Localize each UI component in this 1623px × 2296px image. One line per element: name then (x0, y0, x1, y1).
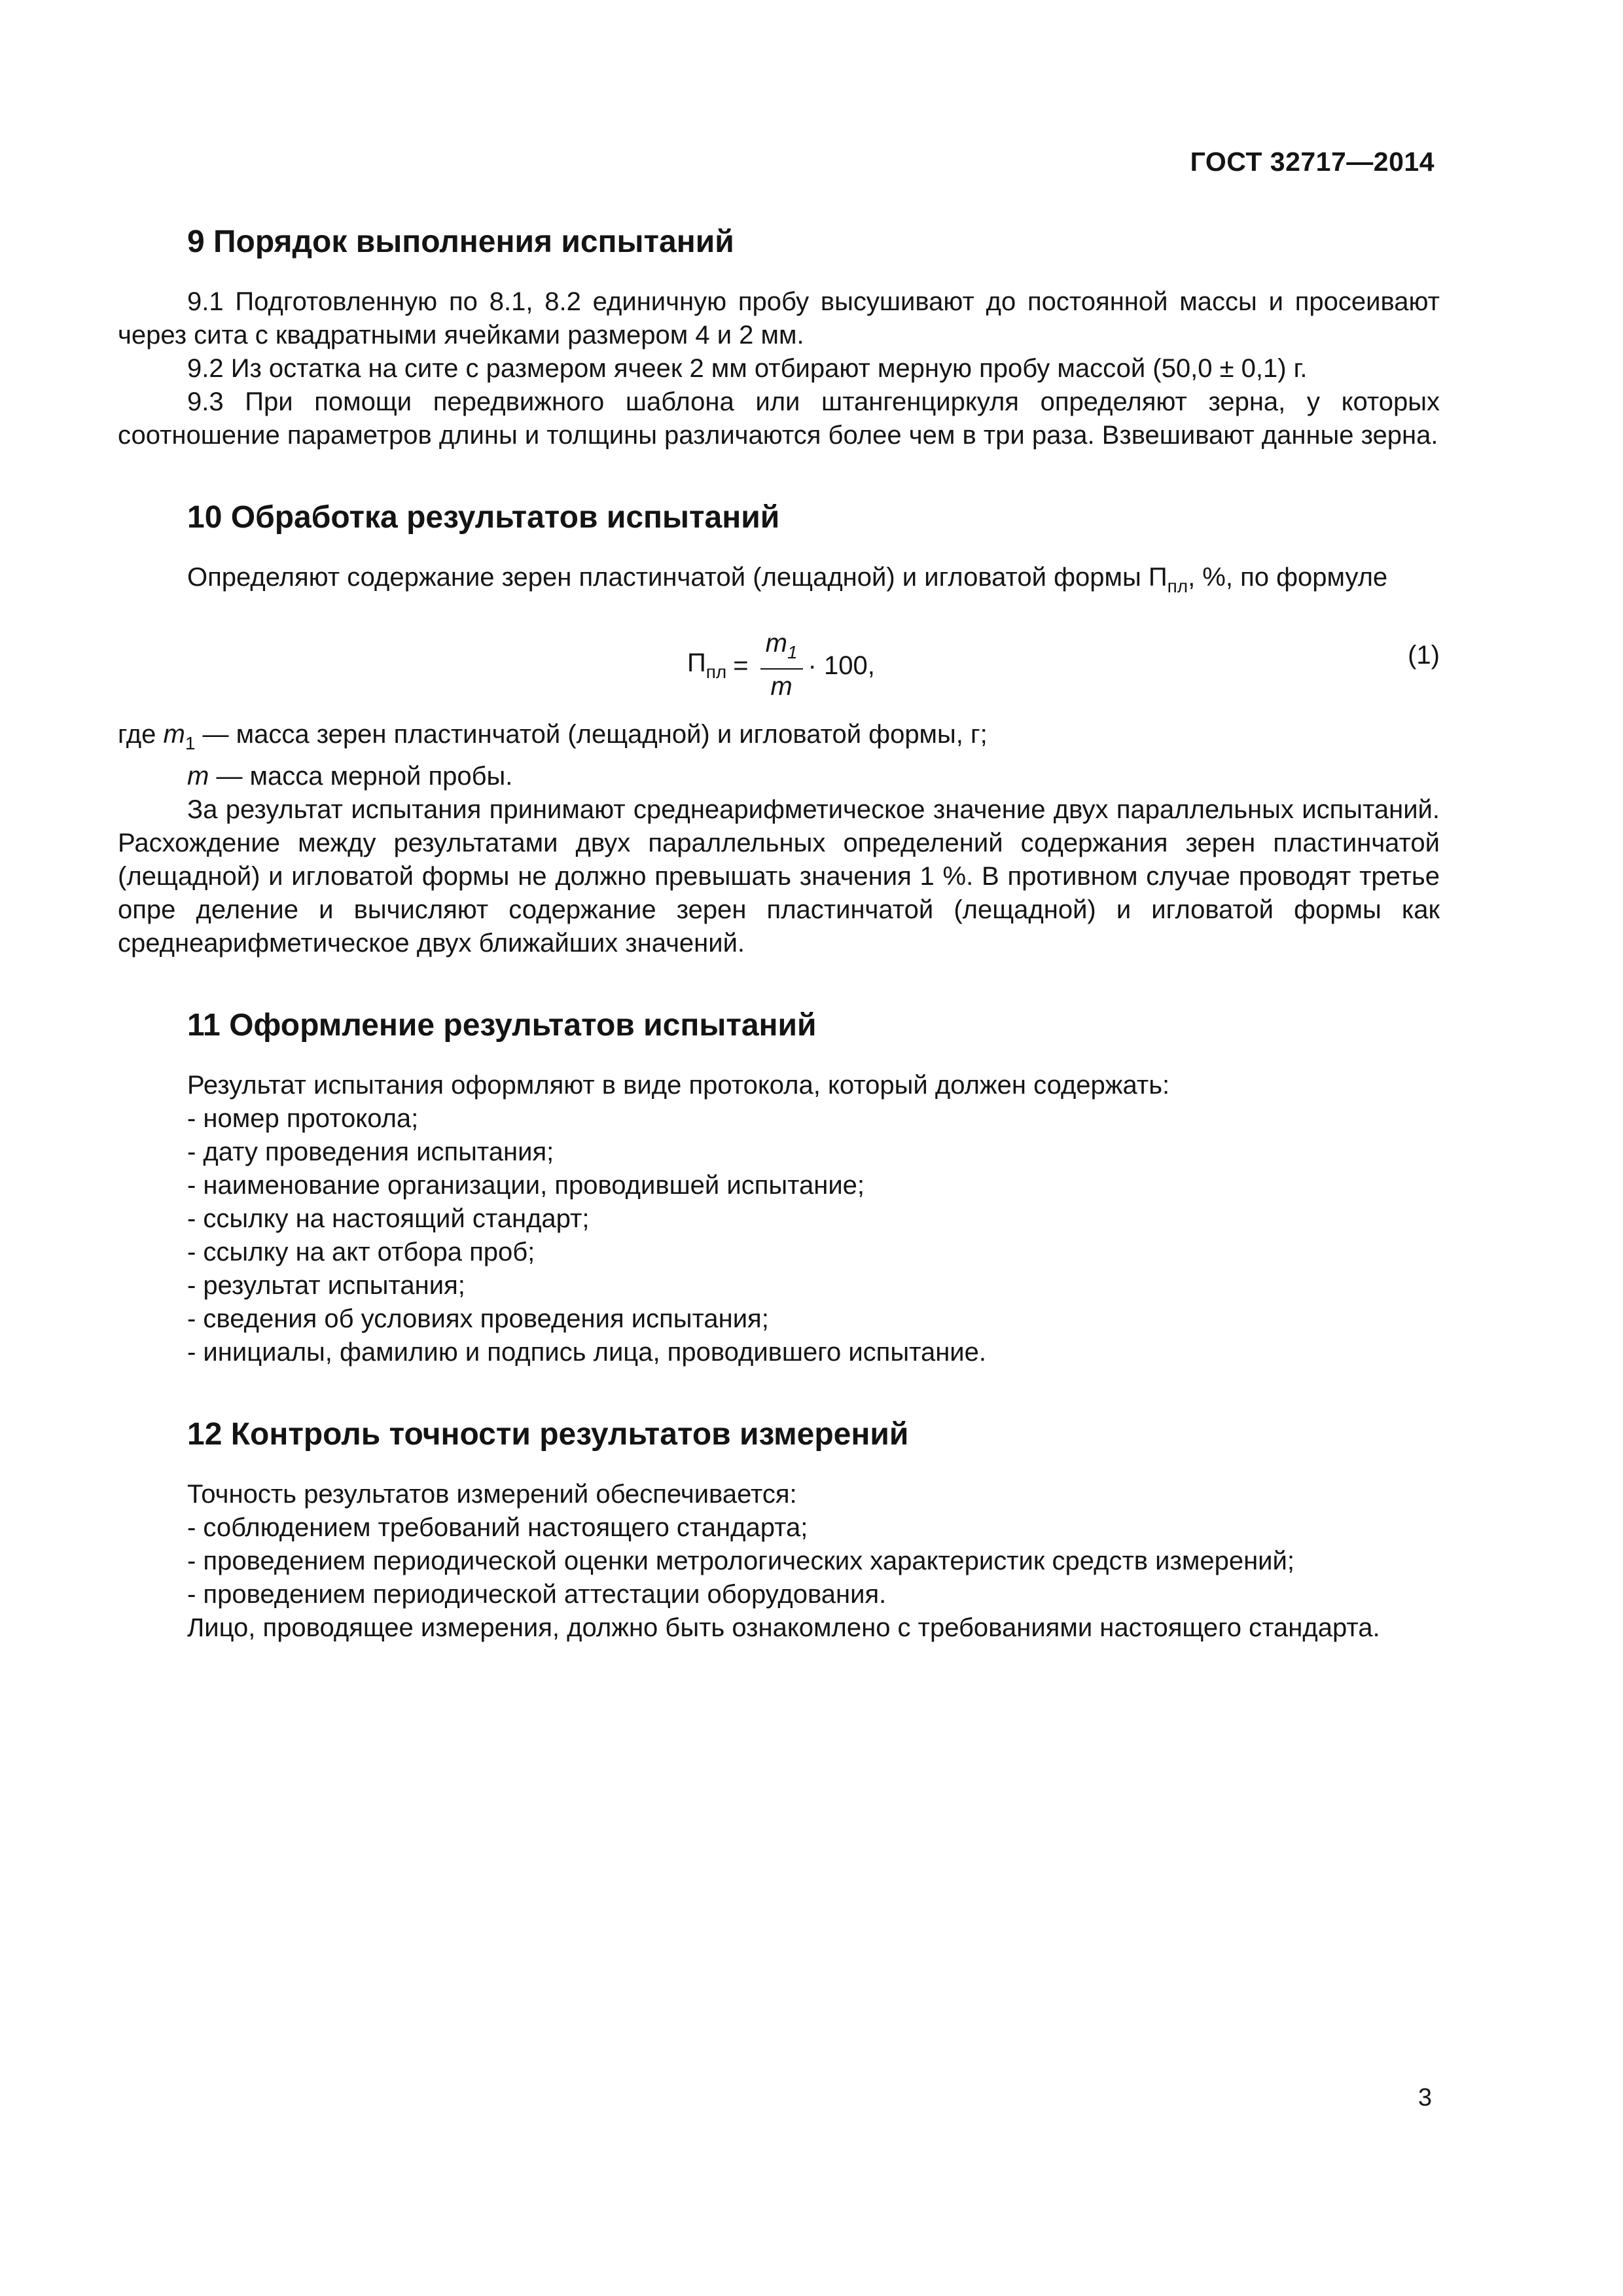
list-item: - проведением периодической аттестации оборудования. (187, 1580, 887, 1609)
document-code: ГОСТ 32717—2014 (1190, 147, 1435, 177)
formula-number: (1) (1408, 641, 1440, 670)
paragraph-9-3: 9.3 При помощи передвижного шаблона или штангенциркуля определяют зерна, у которых соотношение параметров длины и толщины различаются более чем в три раза. Взвешивают данные зерна. (118, 387, 1440, 450)
paragraph-9-1: 9.1 Подготовленную по 8.1, 8.2 единичную пробу высушивают до постоянной массы и просеивают через сита с квадратными ячейками размером 4 и 2 мм. (118, 287, 1440, 350)
formula-intro: Определяют содержание зерен пластинчатой (лещадной) и игловатой формы $П_{пл}$, %, по формуле (187, 563, 1388, 596)
formula-multiplier: · 100, (808, 651, 875, 680)
formula-row (118, 626, 1440, 705)
formula-denominator: m (770, 672, 793, 701)
paragraph-result: За результат испытания принимают среднеарифметическое значение двух параллельных испытаний. Расхождение между результатами двух параллельных определений содержания зерен пластинчатой (лещадной) и игловатой формы не должно превышать значения 1 %. В противном случае проводят третье опре деление и вычисляют содержание зерен пластинчатой (лещадной) и игловатой формы как среднеарифметическое двух ближайших значений. (118, 795, 1440, 958)
section-12-intro: Точность результатов измерений обеспечивается: (187, 1480, 797, 1509)
section-11-title: 11 Оформление результатов испытаний (187, 1008, 817, 1043)
paragraph-9-2: 9.2 Из остатка на сите с размером ячеек 2 мм отбирают мерную пробу массой (50,0 ± 0,1) г. (187, 354, 1308, 383)
page-content (118, 223, 1440, 1645)
list-item: - ссылку на настоящий стандарт; (187, 1204, 590, 1233)
section-11-intro: Результат испытания оформляют в виде протокола, который должен содержать: (187, 1071, 1170, 1100)
section-12-closing: Лицо, проводящее измерения, должно быть ознакомлено с требованиями настоящего стандарта. (187, 1613, 1380, 1642)
list-item: - инициалы, фамилию и подпись лица, проводившего испытание. (187, 1338, 986, 1367)
page-number: 3 (1418, 2084, 1432, 2111)
section-9-title: 9 Порядок выполнения испытаний (187, 224, 734, 259)
formula-fraction (760, 629, 803, 702)
list-item: - результат испытания; (187, 1271, 465, 1300)
list-item: - номер протокола; (187, 1104, 419, 1133)
list-item: - наименование организации, проводившей испытание; (187, 1171, 865, 1200)
where-m: m — масса мерной пробы. (187, 762, 513, 791)
list-item: - проведением периодической оценки метрологических характеристик средств измерений; (187, 1547, 1294, 1575)
list-item: - дату проведения испытания; (187, 1138, 554, 1166)
where-m1: где $m_1$ — масса зерен пластинчатой (лещадной) и игловатой формы, г; (118, 720, 988, 753)
section-10-title: 10 Обработка результатов испытаний (187, 500, 780, 535)
list-item: - соблюдением требований настоящего стандарта; (187, 1513, 808, 1542)
formula-lhs: $П_{пл}$ (687, 649, 727, 682)
formula-1 (687, 626, 875, 705)
list-item: - сведения об условиях проведения испытания; (187, 1304, 769, 1333)
section-12-title: 12 Контроль точности результатов измерений (187, 1417, 909, 1452)
formula-numerator: $m_1$ (760, 629, 803, 670)
list-item: - ссылку на акт отбора проб; (187, 1238, 535, 1266)
formula-equals: = (733, 651, 749, 680)
